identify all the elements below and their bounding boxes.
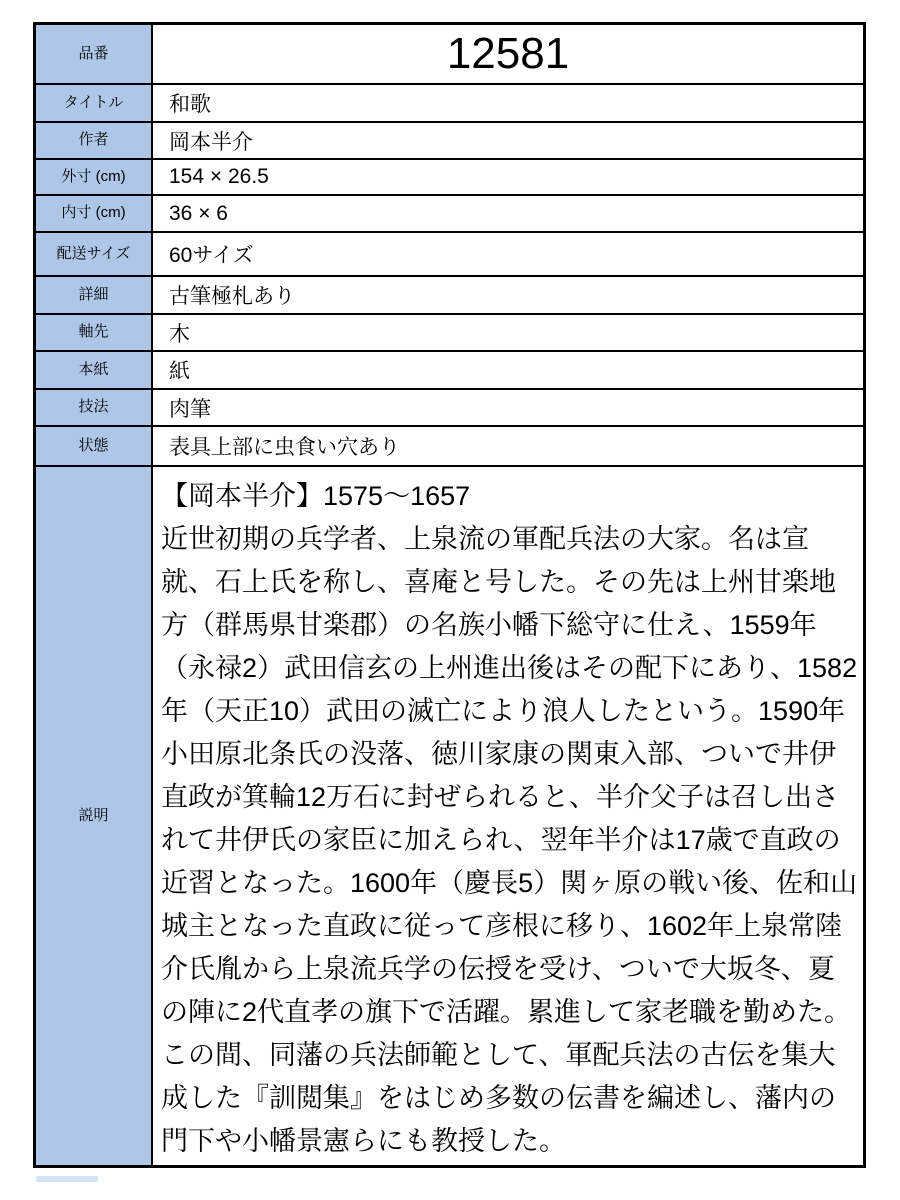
detail-value: 古筆極札あり xyxy=(153,277,863,313)
table-row-author xyxy=(36,123,863,160)
row-label-item-number: 品番 xyxy=(36,25,153,83)
inner-size-value: 36 × 6 xyxy=(153,196,863,231)
table-row-title xyxy=(36,85,863,123)
scroll-end-value: 木 xyxy=(153,315,863,350)
row-label-paper: 本紙 xyxy=(36,352,153,388)
table-row-detail xyxy=(36,277,863,315)
condition-value: 表具上部に虫食い穴あり xyxy=(153,427,863,465)
table-row-technique xyxy=(36,390,863,427)
outer-size-value: 154 × 26.5 xyxy=(153,160,863,194)
description-line: 小田原北条氏の没落、徳川家康の関東入部、ついで井伊 xyxy=(161,739,836,769)
description-line: の陣に2代直孝の旗下で活躍。累進して家老職を勤めた。 xyxy=(161,997,852,1027)
title-value: 和歌 xyxy=(153,85,863,121)
description-line: 方（群馬県甘楽郡）の名族小幡下総守に仕え、1559年 xyxy=(161,610,817,640)
item-spec-table xyxy=(33,22,866,1168)
row-label-outer-size: 外寸 (cm) xyxy=(36,160,153,194)
table-row-outer-size xyxy=(36,160,863,196)
description-line: 近習となった。1600年（慶長5）関ヶ原の戦い後、佐和山 xyxy=(161,868,858,898)
table-row-inner-size xyxy=(36,196,863,233)
shipping-size-value: 60サイズ xyxy=(153,233,863,275)
description-line: 直政が箕輪12万石に封ぜられると、半介父子は召し出さ xyxy=(161,782,840,812)
description-line: （永禄2）武田信玄の上州進出後はその配下にあり、1582 xyxy=(161,653,858,683)
table-row-paper xyxy=(36,352,863,390)
description-line: 近世初期の兵学者、上泉流の軍配兵法の大家。名は宣 xyxy=(161,524,809,554)
row-label-technique: 技法 xyxy=(36,390,153,425)
row-label-detail: 詳細 xyxy=(36,277,153,313)
row-label-author: 作者 xyxy=(36,123,153,158)
description-line: れて井伊氏の家臣に加えられ、翌年半介は17歳で直政の xyxy=(161,825,841,855)
description-line: この間、同藩の兵法師範として、軍配兵法の古伝を集大 xyxy=(161,1040,836,1070)
table-row-scroll-end xyxy=(36,315,863,352)
row-label-shipping-size: 配送サイズ xyxy=(36,233,153,275)
description-line: 城主となった直政に従って彦根に移り、1602年上泉常陸 xyxy=(161,911,843,941)
table-row-shipping-size xyxy=(36,233,863,277)
row-label-scroll-end: 軸先 xyxy=(36,315,153,350)
description-line: 介氏胤から上泉流兵学の伝授を受け、ついで大坂冬、夏 xyxy=(161,954,835,984)
description-line: 就、石上氏を称し、喜庵と号した。その先は上州甘楽地 xyxy=(161,567,836,597)
next-row-fill-artifact xyxy=(36,1176,98,1182)
item-number-value: 12581 xyxy=(153,25,863,83)
row-label-inner-size: 内寸 (cm) xyxy=(36,196,153,231)
row-label-description: 説明 xyxy=(36,467,153,1165)
table-row-condition xyxy=(36,427,863,467)
description-line: 【岡本半介】1575～1657 xyxy=(161,481,471,511)
table-row-item-number xyxy=(36,25,863,85)
table-row-description xyxy=(36,467,863,1165)
author-value: 岡本半介 xyxy=(153,123,863,158)
description-line: 年（天正10）武田の滅亡により浪人したという。1590年 xyxy=(161,696,846,726)
row-label-title: タイトル xyxy=(36,85,153,121)
description-text xyxy=(153,467,861,1165)
paper-value: 紙 xyxy=(153,352,863,388)
description-line: 門下や小幡景憲らにも教授した。 xyxy=(161,1126,566,1156)
technique-value: 肉筆 xyxy=(153,390,863,425)
description-line: 成した『訓閲集』をはじめ多数の伝書を編述し、藩内の xyxy=(161,1083,836,1113)
row-label-condition: 状態 xyxy=(36,427,153,465)
